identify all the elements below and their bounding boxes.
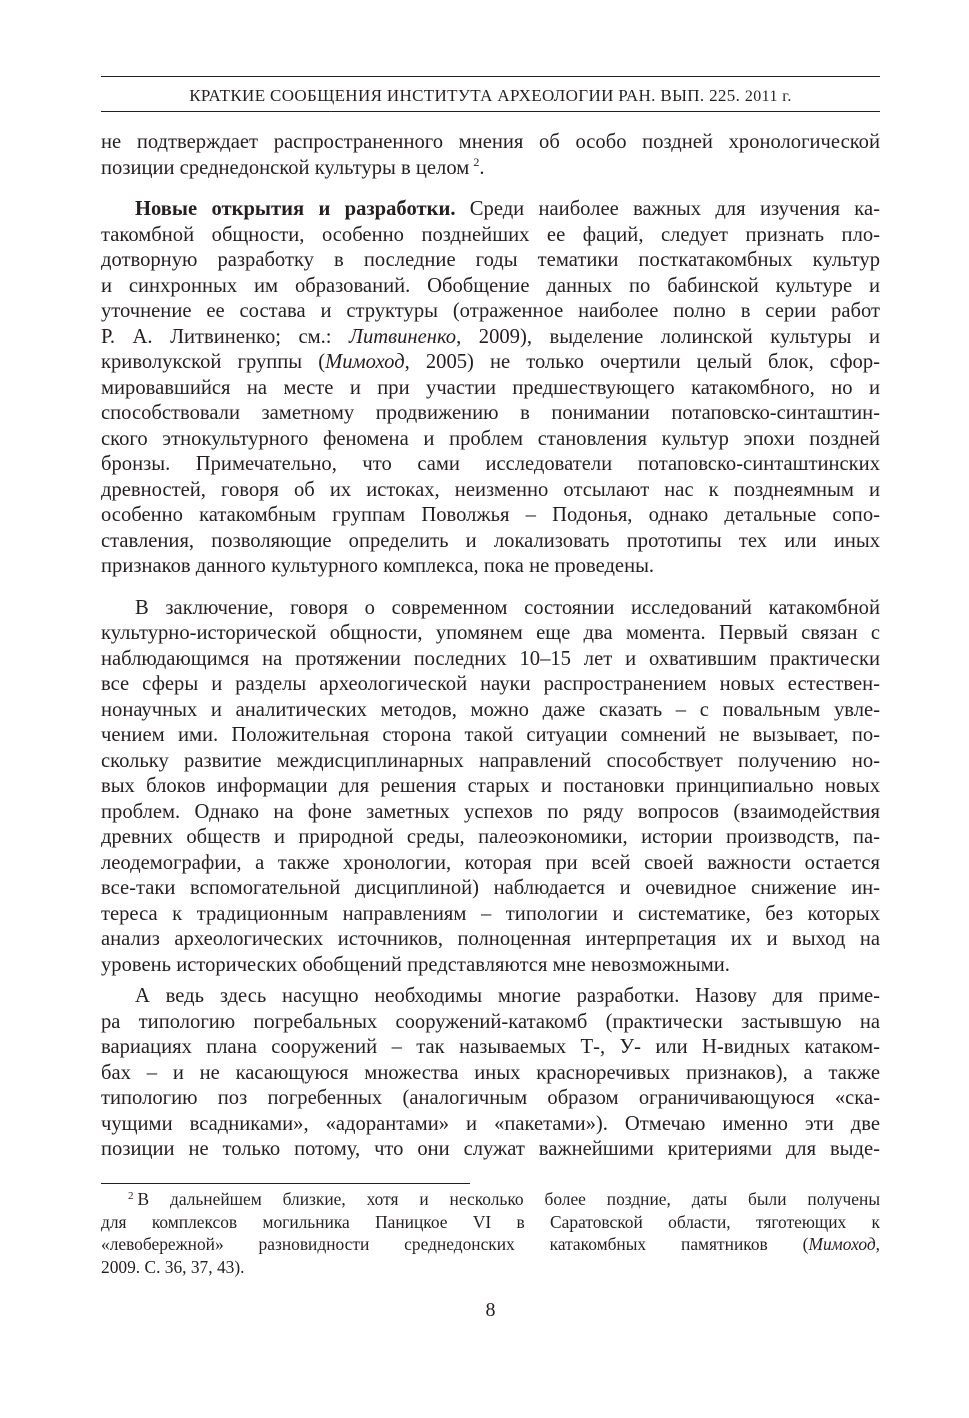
footnote-line-part: «левобережной» разновидности среднедонских катакомбных памятников (: [101, 1234, 809, 1254]
text-line-part: Р. А. Литвиненко; см.:: [101, 325, 332, 348]
text-line: такомбной общности, особенно позднейших ее фаций, следует признать пло-: [101, 223, 880, 246]
text-line: признаков данного культурного комплекса, пока не проведены.: [101, 555, 655, 577]
text-line: ского этнокультурного феномена и проблем становления культур эпохи поздней: [101, 427, 880, 450]
running-head-year: 2011 г.: [744, 88, 792, 105]
footnote-line: [101, 1188, 880, 1211]
text-line: чением ими. Положительная сторона такой ситуации сомнений не вызывает, по-: [101, 724, 880, 746]
text-line: А ведь здесь насущно необходимы многие разработки. Назову для приме-: [135, 985, 880, 1007]
text-line-part: .: [479, 156, 485, 179]
citation-author: Мимоход: [325, 351, 405, 373]
page-number: 8: [485, 1299, 496, 1321]
paragraph-gap: [101, 181, 880, 197]
text-line: [101, 156, 880, 182]
text-line: древних обществ и природной среды, палеоэкономики, истории производств, па-: [101, 826, 880, 848]
footnote-line: [101, 1233, 880, 1256]
citation-author: Литвиненко: [349, 325, 457, 348]
text-line: нонаучных и аналитических методов, можно даже сказать – с повальным увле-: [101, 698, 880, 721]
section-run-in-heading: Новые открытия и разработки.: [135, 198, 456, 220]
text-line: вых блоков информации для решения старых и постановки принципиально новых: [101, 775, 880, 797]
text-line: чущими всадниками», «адорантами» и «пакетами»). Отмечаю именно эти две: [101, 1112, 880, 1135]
paragraph-new-discoveries: [101, 197, 880, 580]
paragraph-conclusion: [101, 596, 880, 979]
paragraph-continuation: [101, 130, 880, 181]
text-line: проблем. Однако на фоне заметных успехов по ряду вопросов (взаимодействия: [101, 800, 880, 823]
text-line: бронзы. Примечательно, что сами исследователи потаповско-синташтинских: [101, 453, 880, 475]
footnote-line: для комплексов могильника Паницкое VI в Саратовской области, тяготеющих к: [101, 1211, 880, 1232]
paragraph-typology: [101, 984, 880, 1163]
text-line: [101, 197, 880, 223]
body-text: [101, 130, 880, 1163]
text-line: вариациях плана сооружений – так называемых Т-, У- или Н-видных катаком-: [101, 1036, 880, 1058]
text-line: все-таки вспомогательной дисциплиной) наблюдается и очевидное снижение ин-: [101, 877, 880, 899]
text-line: дотворную разработку в последние годы тематики посткатакомбных культур: [101, 249, 880, 271]
footnote: [101, 1188, 880, 1278]
footnote-marker: 2: [128, 1190, 134, 1202]
running-head: [101, 84, 880, 108]
footnote-separator: [101, 1183, 470, 1184]
text-line: скольку развитие междисциплинарных направлений способствует получению но-: [101, 749, 880, 772]
text-line: анализ археологических источников, полноценная интерпретация их и выход на: [101, 928, 880, 950]
paragraph-gap: [101, 580, 880, 596]
text-line: типологию поз погребенных (аналогичным образом ограничивающуюся «ска-: [101, 1087, 880, 1109]
running-head-journal: КРАТКИЕ СООБЩЕНИЯ ИНСТИТУТА АРХЕОЛОГИИ РАН. ВЫП. 225.: [189, 86, 741, 105]
text-line: способствовали заметному продвижению в понимании потаповско-синташтин-: [101, 402, 880, 424]
footnote-line-part: В дальнейшем близкие, хотя и несколько более поздние, даты были получены: [137, 1189, 880, 1209]
text-line: уточнение ее состава и структуры (отраженное наиболее полно в серии работ: [101, 300, 880, 322]
text-line: и синхронных им образований. Обобщение данных по бабинской культуре и: [101, 274, 880, 297]
text-line: леодемографии, а также хронологии, которая при всей своей важности остается: [101, 851, 880, 874]
text-line: культурно-исторической общности, упомянем еще два момента. Первый связан с: [101, 622, 880, 644]
text-line-part: позиции среднедонской культуры в целом: [101, 156, 470, 179]
text-line: все сферы и разделы археологической науки распространением новых естествен-: [101, 673, 880, 695]
text-line: уровень исторических обобщений представляются мне невозможными.: [101, 953, 730, 976]
text-line-part: , 2005) не только очертили целый блок, сфор-: [404, 351, 880, 373]
text-line: мировавшийся на месте и при участии предшествующего катакомбного, но и: [101, 376, 880, 399]
text-line-part: Среди наиболее важных для изучения ка-: [469, 198, 880, 220]
text-line: древностей, говоря об их истоках, неизменно отсылают нас к позднеямным и: [101, 478, 880, 501]
text-line: ставления, позволяющие определить и локализовать прототипы тех или иных: [101, 529, 880, 552]
text-line: В заключение, говоря о современном состоянии исследований катакомбной: [135, 596, 880, 619]
text-line-part: , 2009), выделение лолинской культуры и: [456, 325, 880, 348]
text-line: ра типологию погребальных сооружений-катакомб (практически застывшую на: [101, 1010, 880, 1033]
text-line: не подтверждает распространенного мнения об особо поздней хронологической: [101, 131, 880, 153]
text-line: бах – и не касающуюся множества иных красноречивых признаков), а также: [101, 1061, 880, 1084]
footnote-reference[interactable]: 2: [473, 154, 480, 169]
footnote-line-part: ,: [875, 1234, 880, 1254]
text-line: [101, 325, 880, 351]
header-top-rule: [101, 76, 880, 77]
text-line: позиции не только потому, что они служат важнейшими критериями для выде-: [101, 1138, 880, 1160]
text-line-part: криволукской группы (: [101, 351, 326, 373]
text-line: тереса к традиционным направлениям – типологии и систематике, без которых: [101, 902, 880, 925]
text-line: наблюдающимся на протяжении последних 10–15 лет и охватившим практически: [101, 647, 880, 670]
text-line: особенно катакомбным группам Поволжья – Подонья, однако детальные сопо-: [101, 504, 880, 526]
footnote-line: 2009. С. 36, 37, 43).: [101, 1256, 245, 1277]
header-bottom-rule: [101, 111, 880, 112]
citation-author: Мимоход: [808, 1234, 876, 1254]
text-line: [101, 350, 880, 376]
